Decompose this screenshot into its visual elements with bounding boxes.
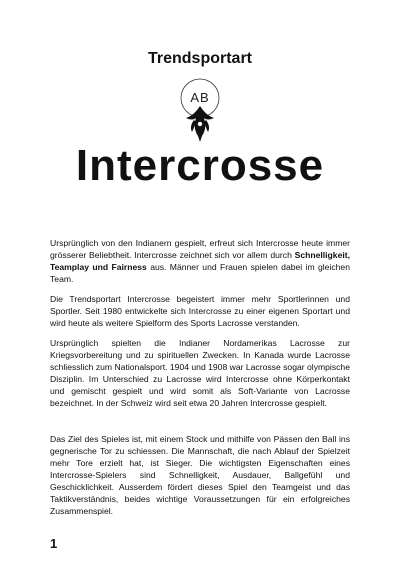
page-title: Intercrosse <box>75 141 325 190</box>
paragraph-4: Das Ziel des Spieles ist, mit einem Stock und mithilfe von Pässen den Ball ins gegnerische Tor zu schiessen. Die Mannschaft, die nach Ablauf der Spielzeit mehr Tore erzielt hat, ist Sieger. Die wichtigsten Eigenschaften eines Intercrosse-Spielers sind Schnelligkeit, Ausdauer, Ballgefühl und Geschicklichkeit. Ausserdem fördert dieses Spiel den Teamgeist und das Taktikverständnis, beides wichtige Voraussetzungen für ein erfolgreiches Zusammenspiel. <box>50 434 350 516</box>
paragraph-1 <box>50 237 350 285</box>
paragraph-3: Ursprünglich spielten die Indianer Nordamerikas Lacrosse zur Kriegsvorbereitung und zu spirituellen Zwecken. In Kanada wurde Lacrosse schliesslich zum Nationalsport. 1904 und 1908 war Lacrosse sogar olympische Disziplin. Im Unterschied zu Lacrosse wird Intercrosse ohne Körperkontakt und gemischt gespielt und wird somit als Soft-Variante von Lacrosse bezeichnet. In der Schweiz wird seit etwa 20 Jahren Intercrosse gespielt. <box>50 338 350 408</box>
paragraph-2: Die Trendsportart Intercrosse begeistert immer mehr Sportlerinnen und Sportler. Seit 1980 entwickelte sich Intercrosse zu einer eigenen Sportart und wird heute als weitere Spielform des Sports Lacrosse verstanden. <box>50 294 350 328</box>
section-header: Trendsportart <box>147 50 252 67</box>
page-number: 1 <box>50 536 58 551</box>
paragraph-1-text-end: aus. Männer und Frauen spielen dabei im gleichen Team. <box>50 262 350 284</box>
paragraph-1-text: Ursprünglich von den Indianern gespielt, erfreut sich Intercrosse heute immer grösserer Beliebtheit. Intercrosse zeichnet sich vor allem durch <box>50 238 350 260</box>
logo-text: AB <box>190 90 210 105</box>
paragraph-1-emphasis: Schnelligkeit, Teamplay und Fairness <box>50 250 350 272</box>
